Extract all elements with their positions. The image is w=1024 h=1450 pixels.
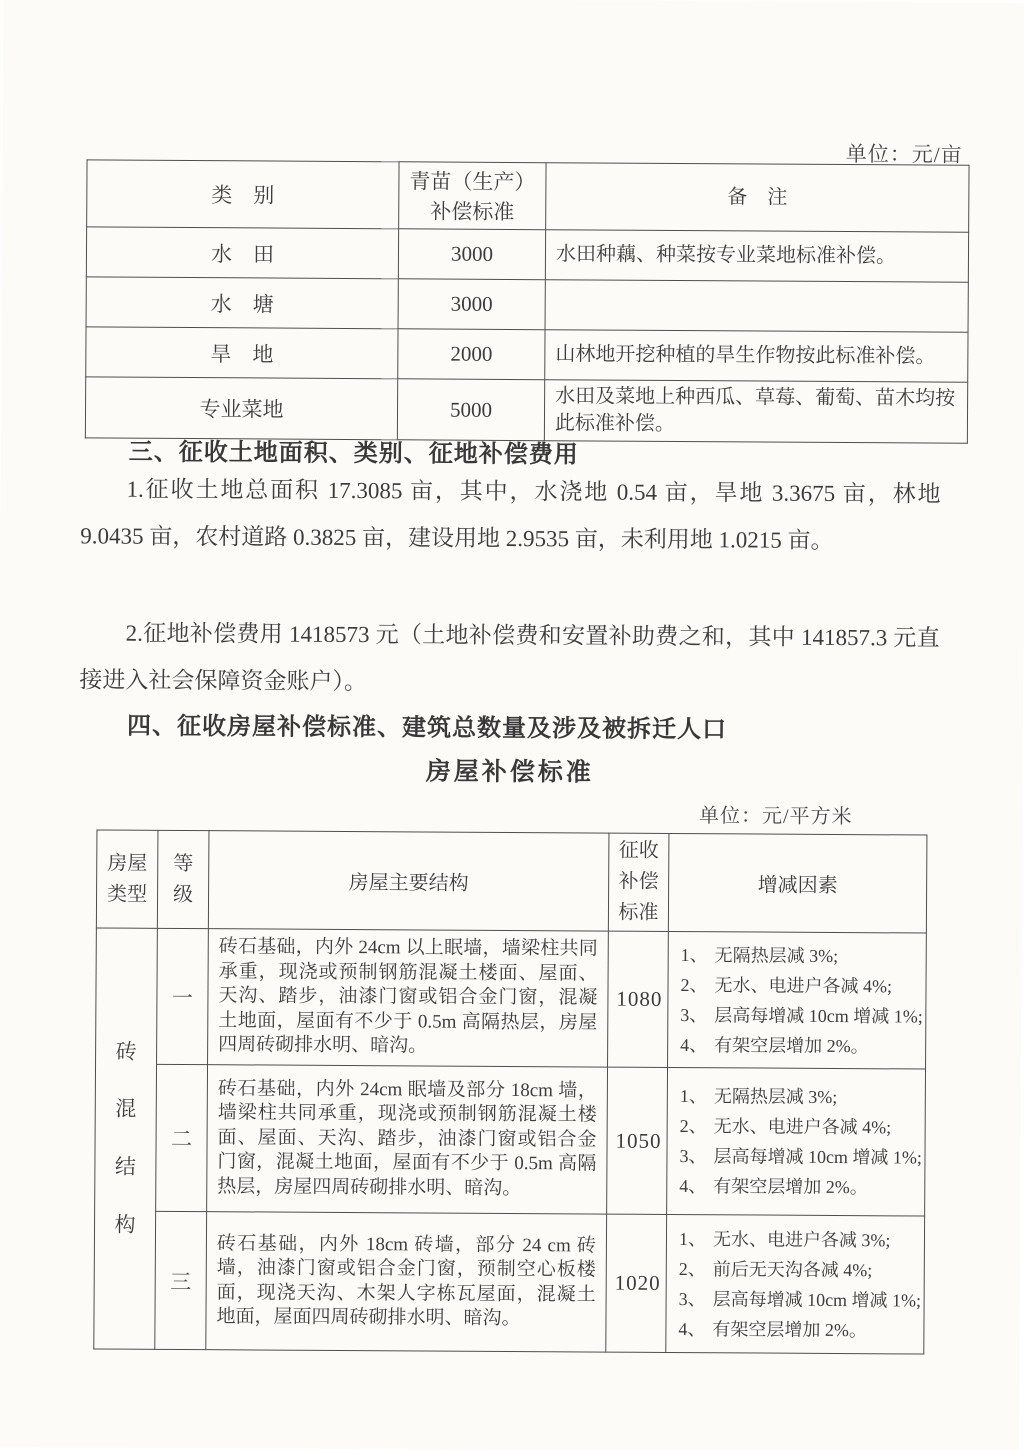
house-header-grade: 等级: [157, 830, 209, 928]
crop-cell-standard: 5000: [397, 379, 544, 441]
section-3-paragraph-2: 2.征地补偿费用 1418573 元（土地补偿费和安置补助费之和，其中 141857.3 元直接进入社会保障资金账户）。: [79, 620, 940, 695]
crop-cell-remark: 水田种藕、种菜按专业菜地标准补偿。: [545, 230, 968, 283]
factor-item: 4、 有架空层增加 2%。: [679, 1176, 868, 1198]
crop-cell-standard: 2000: [398, 329, 545, 380]
section-3-heading: 三、征收土地面积、类别、征地补偿费用: [128, 439, 579, 469]
crop-cell-remark: [545, 280, 968, 333]
factor-item: 2、 无水、电进户各减 4%;: [680, 974, 893, 996]
table-row: [86, 227, 968, 282]
section-4-heading: 四、征收房屋补偿标准、建筑总数量及涉及被拆迁人口: [127, 713, 728, 744]
factor-item: 1、 无隔热层减 3%;: [680, 944, 839, 966]
factor-item: 4、 有架空层增加 2%。: [678, 1318, 867, 1340]
factor-item: 1、 无隔热层减 3%;: [679, 1086, 838, 1107]
house-structure-cell: 砖石基础，内外 24cm 眠墙及部分 18cm 墙，墙梁柱共同承重，现浇或预制钢筋混凝土楼面、屋面、天沟、踏步，油漆门窗或铝合金门窗，混凝土地面，屋面有不少于 0.5m 高隔热层，房屋四周砖砌排水明、暗沟。: [207, 1065, 608, 1214]
house-table-header-row: [96, 830, 927, 933]
house-factors-cell: [667, 1067, 926, 1216]
section-3-paragraph-1: 1.征收土地总面积 17.3085 亩，其中，水浇地 0.54 亩，旱地 3.3675 亩，林地 9.0435 亩，农村道路 0.3825 亩，建设用地 2.9535 亩，未利用地 1.0215 亩。: [80, 476, 941, 553]
factor-item: 2、 无水、电进户各减 4%;: [679, 1116, 892, 1138]
house-standard-cell: 1050: [607, 1067, 668, 1214]
crop-compensation-table: [85, 159, 970, 443]
house-type-cell: 砖混结构: [94, 928, 158, 1349]
factor-item: 3、 层高每增减 10cm 增减 1%;: [679, 1146, 923, 1168]
factor-item: 4、 有架空层增加 2%。: [680, 1034, 869, 1056]
crop-cell-standard: 3000: [398, 279, 545, 330]
crop-table-unit-label: 单位：元/亩: [845, 142, 963, 167]
crop-cell-category: 专业菜地: [85, 377, 397, 440]
house-grade-cell: 二: [156, 1064, 208, 1211]
house-header-factors: 增减因素: [668, 833, 927, 933]
crop-table-header-row: [87, 160, 969, 232]
house-factors-cell: [666, 1214, 925, 1354]
house-table-title: 房屋补偿标准: [425, 758, 594, 787]
factor-item: 2、 前后无天沟各减 4%;: [678, 1258, 873, 1280]
house-structure-cell: 砖石基础，内外 24cm 以上眠墙，墙梁柱共同承重，现浇或预制钢筋混凝土楼面、屋面、天沟、踏步，油漆门窗或铝合金门窗，混凝土地面，屋面有不少于 0.5m 高隔热层，房屋四周砖砌排水明、暗沟。: [208, 929, 609, 1067]
crop-cell-remark: 水田及菜地上种西瓜、草莓、葡萄、苗木均按此标准补偿。: [544, 380, 967, 444]
table-row: [94, 1211, 925, 1354]
factor-item: 3、 层高每增减 10cm 增减 1%;: [680, 1004, 923, 1027]
house-standard-cell: 1080: [608, 931, 669, 1067]
house-header-type: 房屋类型: [96, 830, 158, 928]
crop-cell-category: 水 塘: [86, 277, 398, 329]
house-header-structure: 房屋主要结构: [208, 831, 609, 931]
crop-header-remark: 备 注: [546, 163, 969, 233]
house-header-standard: 征收补偿标准: [608, 833, 669, 931]
table-row: [86, 277, 968, 332]
house-compensation-table: [93, 829, 927, 1354]
factor-item: 3、 层高每增减 10cm 增减 1%;: [678, 1288, 922, 1311]
crop-cell-remark: 山林地开挖种植的旱生作物按此标准补偿。: [545, 330, 968, 383]
factor-item: 1、 无水、电进户各减 3%;: [678, 1228, 891, 1250]
crop-cell-category: 旱 地: [86, 327, 398, 379]
house-structure-cell: 砖石基础，内外 18cm 砖墙，部分 24 cm 砖墙，油漆门窗或铝合金门窗，预制空心板楼面，现浇天沟、木架人字栋瓦屋面，混凝土地面，屋面四周砖砌排水明、暗沟。: [206, 1212, 607, 1352]
table-row: [86, 327, 968, 382]
house-table-unit-label: 单位：元/平方米: [698, 805, 853, 829]
house-grade-cell: 三: [155, 1211, 207, 1349]
house-standard-cell: 1020: [606, 1214, 667, 1352]
crop-header-category: 类 别: [87, 160, 399, 229]
house-factors-cell: [668, 931, 927, 1069]
table-row: [95, 1064, 926, 1216]
crop-cell-standard: 3000: [398, 229, 545, 280]
crop-cell-category: 水 田: [86, 227, 398, 279]
crop-header-standard: 青苗（生产）补偿标准: [399, 162, 546, 230]
house-grade-cell: 一: [157, 928, 209, 1064]
table-row: [96, 928, 927, 1069]
